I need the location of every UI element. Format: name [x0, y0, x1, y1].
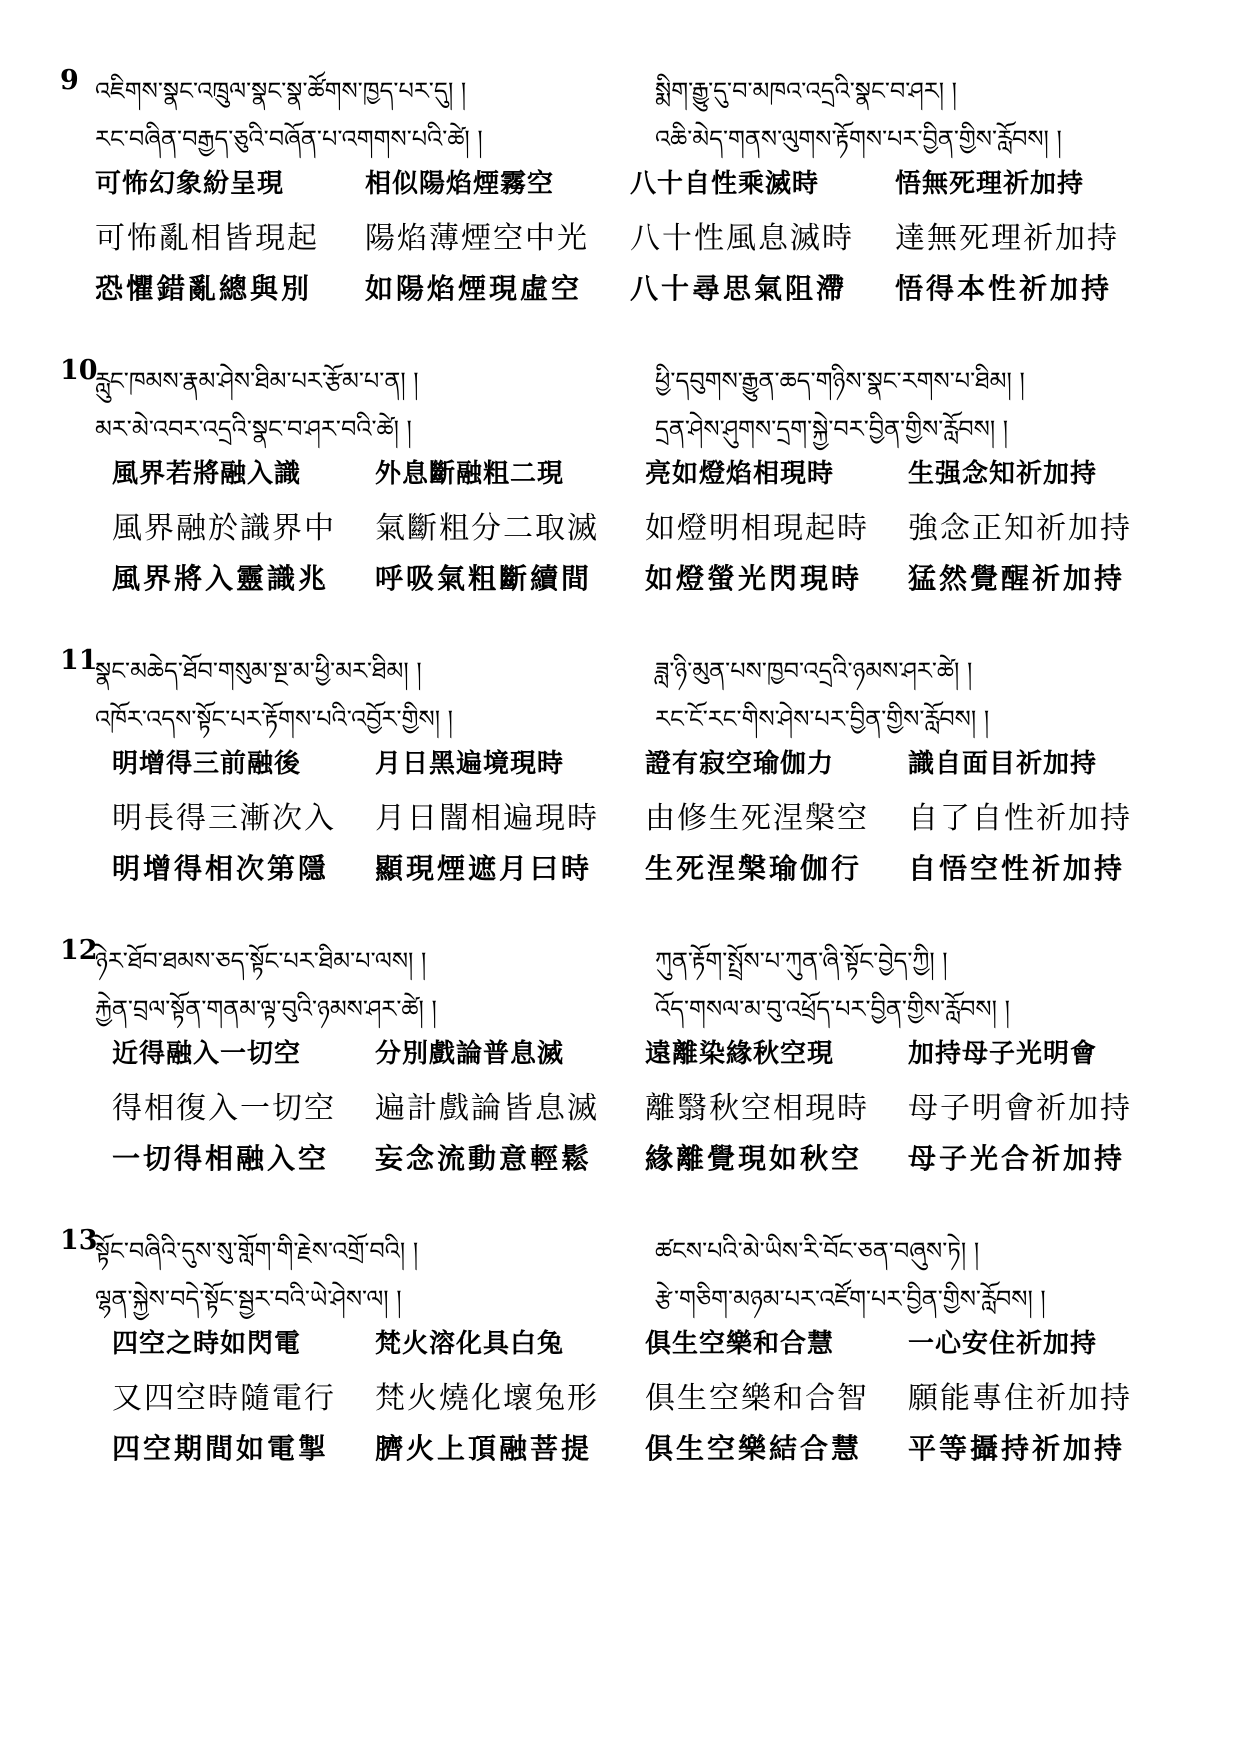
tibetan-line: ཚངས་པའི་མེ་ཡིས་རི་བོང་ཅན་བཞུས་ཏེ། ། [655, 1237, 980, 1265]
translation-phrase: 母子光合祈加持 [908, 1142, 1126, 1175]
translation-phrase: 風界融於識界中 [112, 511, 336, 546]
translation-phrase: 風界將入靈識兆 [112, 562, 330, 595]
translation-line [0, 793, 1241, 836]
translation-phrase: 八十尋思氣阻滯 [630, 272, 848, 305]
translation-phrase: 證有寂空瑜伽力 [645, 749, 835, 779]
translation-phrase: 明增得相次第隱 [112, 852, 330, 885]
tibetan-line: རླུང་ཁམས་རྣམ་ཤེས་ཐིམ་པར་རྩོམ་པ་ན། ། [95, 367, 419, 395]
translation-phrase: 月日闇相遍現時 [375, 801, 599, 836]
translation-phrase: 可怖亂相皆現起 [95, 221, 319, 256]
translation-phrase: 可怖幻象紛呈現 [95, 169, 285, 199]
translation-phrase: 氣斷粗分二取滅 [375, 511, 599, 546]
translation-phrase: 如燈明相現起時 [645, 511, 869, 546]
translation-phrase: 遍計戲論皆息滅 [375, 1091, 599, 1126]
translation-phrase: 臍火上頂融菩提 [375, 1432, 593, 1465]
tibetan-line: ཕྱི་དབུགས་རྒྱུན་ཆད་གཉིས་སྣང་རགས་པ་ཐིམ། ། [655, 367, 1025, 395]
tibetan-line: འཇིགས་སྣང་འཁྲུལ་སྣང་སྣ་ཚོགས་ཁྱད་པར་དུ། ། [95, 77, 467, 105]
translation-line [0, 1137, 1241, 1177]
tibetan-line: སྣང་མཆེད་ཐོབ་གསུམ་སྔ་མ་ཕྱི་མར་ཐིམ། ། [95, 657, 422, 685]
translation-phrase: 四空之時如閃電 [112, 1329, 302, 1359]
translation-phrase: 猛然覺醒祈加持 [908, 562, 1126, 595]
translation-line [0, 213, 1241, 256]
translation-line [0, 1323, 1241, 1363]
translation-phrase: 自悟空性祈加持 [908, 852, 1126, 885]
translation-phrase: 梵火溶化具白兔 [375, 1329, 565, 1359]
verse-number: 10 [60, 355, 98, 386]
translation-phrase: 緣離覺現如秋空 [645, 1142, 863, 1175]
translation-line [0, 453, 1241, 493]
translation-phrase: 呼吸氣粗斷續間 [375, 562, 593, 595]
translation-line [0, 847, 1241, 887]
tibetan-line: རྐྱེན་བྲལ་སྟོན་གནམ་ལྟ་བུའི་ཉམས་ཤར་ཚེ། ། [95, 995, 437, 1023]
translation-phrase: 母子明會祈加持 [908, 1091, 1132, 1126]
tibetan-line: མར་མེ་འབར་འདྲའི་སྣང་བ་ཤར་བའི་ཚེ། ། [95, 415, 412, 443]
tibetan-line: དྲན་ཤེས་ཤུགས་དྲག་སྐྱེ་བར་བྱིན་གྱིས་རློབས། ། [655, 415, 1009, 443]
translation-phrase: 如燈螢光閃現時 [645, 562, 863, 595]
translation-line [0, 1033, 1241, 1073]
tibetan-line: རྩེ་གཅིག་མཉམ་པར་འཛོག་པར་བྱིན་གྱིས་རློབས། ། [655, 1285, 1046, 1313]
translation-phrase: 妄念流動意輕鬆 [375, 1142, 593, 1175]
verse-number: 9 [60, 65, 79, 96]
tibetan-line: སྟོང་བཞིའི་དུས་སུ་གློག་གི་རྗེས་འགྲོ་བའི། ། [95, 1237, 419, 1265]
translation-phrase: 陽焰薄煙空中光 [365, 221, 589, 256]
verse-number: 12 [60, 935, 98, 966]
translation-line [0, 267, 1241, 307]
translation-phrase: 生强念知祈加持 [908, 459, 1098, 489]
translation-phrase: 識自面目祈加持 [908, 749, 1098, 779]
translation-line [0, 1427, 1241, 1467]
verse-block [0, 55, 1241, 385]
verse-block [0, 345, 1241, 675]
verse-block [0, 635, 1241, 965]
verse-block [0, 925, 1241, 1255]
translation-phrase: 亮如燈焰相現時 [645, 459, 835, 489]
translation-phrase: 近得融入一切空 [112, 1039, 302, 1069]
tibetan-line: རང་ངོ་རང་གིས་ཤེས་པར་བྱིན་གྱིས་རློབས། ། [655, 705, 990, 733]
tibetan-line: འོད་གསལ་མ་བུ་འཕྲོད་པར་བྱིན་གྱིས་རློབས། ། [655, 995, 1010, 1023]
tibetan-line: ཟླ་ཉི་མུན་པས་ཁྱབ་འདྲའི་ཉམས་ཤར་ཚེ། ། [655, 657, 973, 685]
tibetan-line: འཆི་མེད་གནས་ལུགས་རྟོགས་པར་བྱིན་གྱིས་རློབས། ། [655, 125, 1062, 153]
tibetan-line: ཀུན་རྟོག་སྤྲོས་པ་ཀུན་ཞི་སྟོང་བྱེད་ཀྱི། ། [655, 947, 948, 975]
translation-phrase: 願能專住祈加持 [908, 1381, 1132, 1416]
translation-phrase: 分別戲論普息滅 [375, 1039, 565, 1069]
translation-phrase: 一心安住祈加持 [908, 1329, 1098, 1359]
translation-line [0, 557, 1241, 597]
translation-phrase: 如陽焰煙現虛空 [365, 272, 583, 305]
translation-phrase: 俱生空樂和合智 [645, 1381, 869, 1416]
translation-phrase: 又四空時隨電行 [112, 1381, 336, 1416]
translation-phrase: 相似陽焰煙霧空 [365, 169, 555, 199]
verse-block [0, 1215, 1241, 1545]
tibetan-line: ལྷན་སྐྱེས་བདེ་སྟོང་སྦྱར་བའི་ཡེ་ཤེས་ལ། ། [95, 1285, 402, 1313]
translation-phrase: 生死涅槃瑜伽行 [645, 852, 863, 885]
translation-phrase: 一切得相融入空 [112, 1142, 330, 1175]
tibetan-line: ཉེར་ཐོབ་ཐམས་ཅད་སྟོང་པར་ཐིམ་པ་ལས། ། [95, 947, 427, 975]
translation-phrase: 四空期間如電掣 [112, 1432, 330, 1465]
translation-phrase: 明增得三前融後 [112, 749, 302, 779]
translation-phrase: 由修生死涅槃空 [645, 801, 869, 836]
translation-phrase: 遠離染緣秋空現 [645, 1039, 835, 1069]
translation-phrase: 恐懼錯亂總與別 [95, 272, 313, 305]
translation-phrase: 俱生空樂結合慧 [645, 1432, 863, 1465]
translation-line [0, 743, 1241, 783]
translation-phrase: 平等攝持祈加持 [908, 1432, 1126, 1465]
tibetan-line: སྨིག་རྒྱུ་དུ་བ་མཁའ་འདྲའི་སྣང་བ་ཤར། ། [655, 77, 958, 105]
translation-phrase: 八十自性乘滅時 [630, 169, 820, 199]
translation-phrase: 離翳秋空相現時 [645, 1091, 869, 1126]
translation-phrase: 悟得本性祈加持 [895, 272, 1113, 305]
translation-phrase: 風界若將融入識 [112, 459, 302, 489]
translation-phrase: 強念正知祈加持 [908, 511, 1132, 546]
translation-phrase: 俱生空樂和合慧 [645, 1329, 835, 1359]
translation-phrase: 達無死理祈加持 [895, 221, 1119, 256]
translation-line [0, 1373, 1241, 1416]
translation-phrase: 自了自性祈加持 [908, 801, 1132, 836]
translation-phrase: 月日黑遍境現時 [375, 749, 565, 779]
translation-phrase: 外息斷融粗二現 [375, 459, 565, 489]
translation-phrase: 加持母子光明會 [908, 1039, 1098, 1069]
verse-number: 13 [60, 1225, 98, 1256]
translation-line [0, 163, 1241, 203]
verse-number: 11 [60, 645, 98, 676]
tibetan-line: རང་བཞིན་བརྒྱད་ཅུའི་བཞོན་པ་འགགས་པའི་ཚེ། ། [95, 125, 483, 153]
tibetan-line: འཁོར་འདས་སྟོང་པར་རྟོགས་པའི་འབྱོར་གྱིས། ། [95, 705, 453, 733]
translation-phrase: 八十性風息滅時 [630, 221, 854, 256]
translation-phrase: 顯現煙遮月曰時 [375, 852, 593, 885]
translation-phrase: 梵火燒化壞兔形 [375, 1381, 599, 1416]
translation-line [0, 503, 1241, 546]
translation-phrase: 悟無死理祈加持 [895, 169, 1085, 199]
translation-line [0, 1083, 1241, 1126]
translation-phrase: 得相復入一切空 [112, 1091, 336, 1126]
translation-phrase: 明長得三漸次入 [112, 801, 336, 836]
